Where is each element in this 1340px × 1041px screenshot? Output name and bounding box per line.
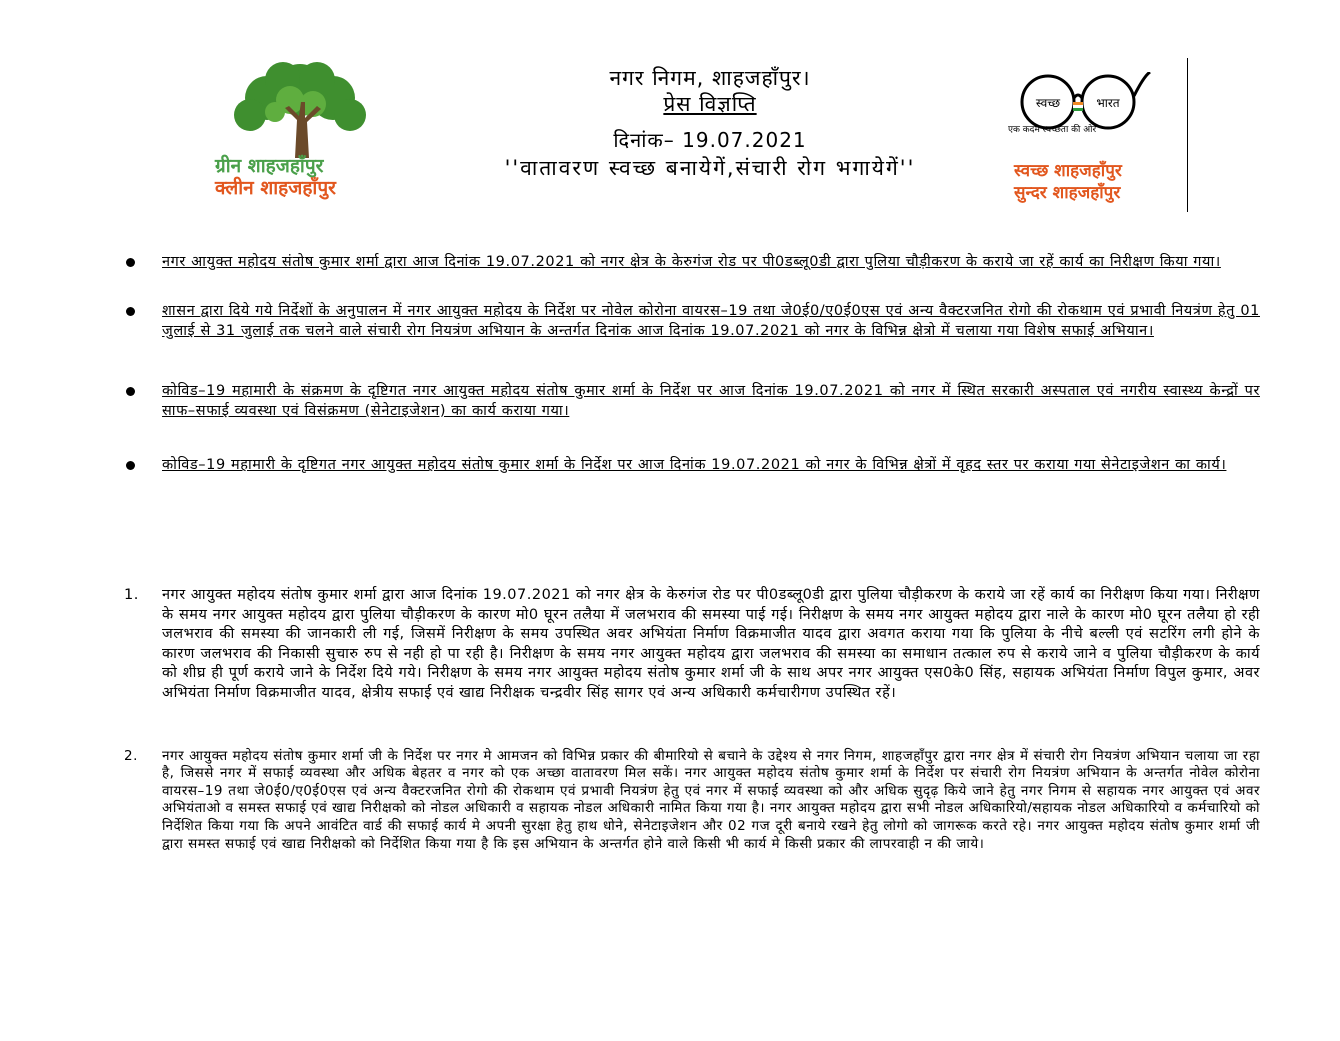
swachh-shahjahanpur-text: स्वच्छ शाहजहाँपुर	[1014, 161, 1122, 181]
bullet-item: शासन द्वारा दिये गये निर्देशों के अनुपालन में नगर आयुक्त महोदय के निर्देश पर नोवेल कोरोना वायरस–19 तथा जे0ई0/ए0ई0एस एवं अन्य वैक्टरजनित रोगो की रोकथाम एवं प्रभावी नियत्रंण हेतु 01 जुलाई से 31 जुलाई तक चलने वाले संचारी रोग नियत्रंण अभियान के अन्तर्गत दिनांक आज दिनांक 19.07.2021 को नगर के विभिन्न क्षेत्रो में चलाया गया विशेष सफाई अभियान।	[120, 301, 1260, 341]
bullet-dot-icon	[126, 258, 135, 267]
bullet-item: नगर आयुक्त महोदय संतोष कुमार शर्मा द्वारा आज दिनांक 19.07.2021 को नगर क्षेत्र के केरुगंज रोड पर पी0डब्लू0डी द्वारा पुलिया चौड़ीकरण के कराये जा रहें कार्य का निरीक्षण किया गया।	[120, 252, 1260, 272]
bharat-lens-text: भारत	[1096, 96, 1120, 110]
header-divider	[1187, 58, 1188, 212]
swachh-tagline: एक कदम स्वच्छता की ओर	[1008, 125, 1097, 135]
date-line: दिनांक– 19.07.2021	[613, 128, 807, 152]
green-shahjahanpur-text: ग्रीन शाहजहाँपुर	[215, 155, 324, 177]
paragraph-number: 1.	[124, 587, 139, 603]
numbered-paragraphs	[120, 586, 1260, 853]
headline-bullets	[120, 252, 1260, 475]
paragraph-item	[120, 586, 1260, 704]
press-release-title: प्रेस विज्ञप्ति	[663, 92, 757, 116]
right-logo-caption	[1014, 160, 1184, 204]
bullet-item: कोविड–19 महामारी के संक्रमण के दृष्टिगत नगर आयुक्त महोदय संतोष कुमार शर्मा के निर्देश पर आज दिनांक 19.07.2021 को नगर में स्थित सरकारी अस्पताल एवं नगरीय स्वास्थ्य केन्द्रों पर साफ–सफाई व्यवस्था एवं विसंक्रमण (सेनेटाइजेशन) का कार्य कराया गया।	[120, 381, 1260, 421]
paragraph-number: 2.	[124, 747, 138, 764]
bullet-item: कोविड–19 महामारी के दृष्टिगत नगर आयुक्त महोदय संतोष कुमार शर्मा के निर्देश पर आज दिनांक 19.07.2021 को नगर के विभिन्न क्षेत्रों में वृहद स्तर पर कराया गया सेनेटाइजेशन का कार्य।	[120, 455, 1260, 475]
sundar-shahjahanpur-text: सुन्दर शाहजहाँपुर	[1014, 183, 1121, 203]
org-name: नगर निगम, शाहजहाँपुर।	[609, 66, 811, 90]
header	[400, 66, 1020, 180]
clean-shahjahanpur-text: क्लीन शाहजहाँपुर	[215, 177, 336, 199]
bullet-dot-icon	[126, 461, 135, 470]
swachh-lens-text: स्वच्छ	[1035, 96, 1061, 110]
bullet-dot-icon	[126, 387, 135, 396]
left-logo-caption	[215, 155, 395, 199]
bullet-dot-icon	[126, 307, 135, 316]
paragraph-item	[120, 748, 1260, 854]
slogan: ''वातावरण स्वच्छ बनायेगें,संचारी रोग भगायेगें''	[504, 156, 916, 180]
paragraph-text: नगर आयुक्त महोदय संतोष कुमार शर्मा जी के निर्देश पर नगर मे आमजन को विभिन्न प्रकार की बीमारियो से बचाने के उद्देश्य से नगर निगम, शाहजहाँपुर द्वारा नगर क्षेत्र में संचारी रोग नियत्रंण अभियान चलाया जा रहा है, जिससे नगर में सफाई व्यवस्था और अधिक बेहतर व नगर को एक अच्छा वातावरण मिल सकें। नगर आयुक्त महोदय संतोष कुमार शर्मा के निर्देश पर संचारी रोग नियत्रंण अभियान के अन्तर्गत नोवेल कोरोना वायरस–19 तथा जे0ई0/ए0ई0एस एवं अन्य वैक्टरजनित रोगो की रोकथाम एवं प्रभावी नियत्रंण हेतु एवं नगर में सफाई व्यवस्था को और अधिक सुदृढ़ किये जाने हेतु नगर निगम से सहायक नगर आयुक्त एवं अवर अभियंताओ व समस्त सफाई एवं खाद्य निरीक्षको को नोडल अधिकारी व सहायक नोडल अधिकारी नामित किया गया है। नगर आयुक्त महोदय द्वारा सभी नोडल अधिकारियो/सहायक नोडल अधिकारियो व कर्मचारियो को निर्देशित किया गया कि अपने आवंटित वार्ड की सफाई कार्य मे अपनी सुरक्षा हेतु हाथ धोने, सेनेटाइजेशन और 02 गज दूरी बनाये रखने हेतु लोगो को जागरूक करते रहे। नगर आयुक्त महोदय संतोष कुमार शर्मा जी द्वारा समस्त सफाई एवं खाद्य निरीक्षको को निर्देशित किया गया है कि इस अभियान के अन्तर्गत होने वाले किसी भी कार्य मे किसी प्रकार की लापरवाही न की जाये।	[162, 747, 1260, 852]
paragraph-text: नगर आयुक्त महोदय संतोष कुमार शर्मा द्वारा आज दिनांक 19.07.2021 को नगर क्षेत्र के केरुगंज रोड पर पी0डब्लू0डी द्वारा पुलिया चौड़ीकरण के कराये जा रहें कार्य का निरीक्षण किया गया। निरीक्षण के समय नगर आयुक्त महोदय द्वारा पुलिया चौड़ीकरण के कारण मो0 घूरन तलैया में जलभराव की समस्या पाई गई। निरीक्षण के समय नगर आयुक्त महोदय द्वारा नाले के कारण मो0 घूरन तलैया हो रही जलभराव की समस्या की जानकारी ली गई, जिसमें निरीक्षण के समय उपस्थित अवर अभियंता निर्माण विक्रमाजीत यादव द्वारा अवगत कराया गया कि पुलिया के नीचे बल्ली एवं सटरिंग लगी होने के कारण जलभराव की निकासी सुचारु रुप से नही हो पा रही है। निरीक्षण के समय नगर आयुक्त महोदय द्वारा जलभराव की समस्या का समाधान तत्काल रुप से कराये जाने व पुलिया चौड़ीकरण के कार्य को शीघ्र ही पूर्ण कराये जाने के निर्देश दिये गये। निरीक्षण के समय नगर आयुक्त महोदय संतोष कुमार शर्मा जी के साथ अपर नगर आयुक्त एस0के0 सिंह, सहायक अभियंता निर्माण विपुल कुमार, अवर अभियंता निर्माण विक्रमाजीत यादव, क्षेत्रीय सफाई एवं खाद्य निरीक्षक चन्द्रवीर सिंह सागर एवं अन्य अधिकारी कर्मचारीगण उपस्थित रहें।	[162, 587, 1260, 701]
